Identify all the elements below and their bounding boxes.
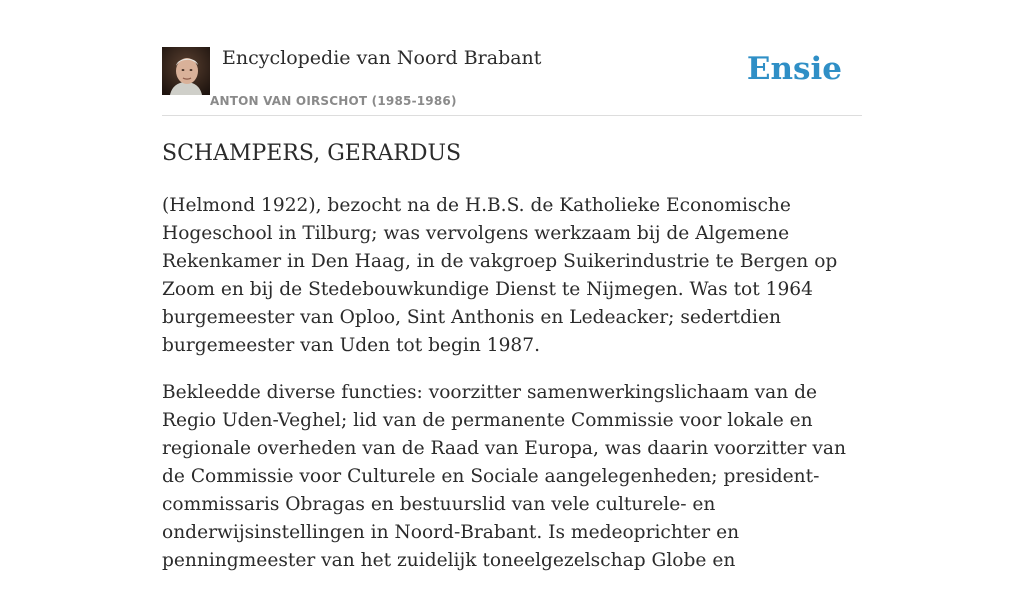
- entry-title: SCHAMPERS, GERARDUS: [162, 141, 462, 166]
- content-container: [162, 0, 862, 571]
- author-portrait-icon: [162, 47, 210, 95]
- entry-paragraph: Bekleedde diverse functies: voorzitter samenwerkingslichaam van de Regio Uden-Veghel; lid van de permanente Commissie voor lokale en regionale overheden van de Raad van Europa, was daarin voorzitter van de Commissie voor Culturele en Sociale aangelegenheden; president-commissaris Obragas en bestuurslid van vele culturele- en onderwijsinstellingen in Noord-Brabant. Is medeoprichter en penningmeester van het zuidelijk toneelgezelschap Globe en: [162, 382, 846, 571]
- entry-paragraph: (Helmond 1922), bezocht na de H.B.S. de Katholieke Economische Hogeschool in Tilburg; was vervolgens werkzaam bij de Algemene Rekenkamer in Den Haag, in de vakgroep Suikerindustrie te Bergen op Zoom en bij de Stedebouwkundige Dienst te Nijmegen. Was tot 1964 burgemeester van Oploo, Sint Anthonis en Ledeacker; sedertdien burgemeester van Uden tot begin 1987.: [162, 195, 838, 356]
- avatar[interactable]: [162, 47, 210, 95]
- author-name[interactable]: ANTON VAN OIRSCHOT (1985-1986): [210, 94, 457, 108]
- entry-body: [162, 192, 862, 594]
- book-title[interactable]: Encyclopedie van Noord Brabant: [222, 47, 542, 69]
- brand-logo[interactable]: Ensie: [746, 51, 842, 87]
- page-header: [162, 0, 862, 116]
